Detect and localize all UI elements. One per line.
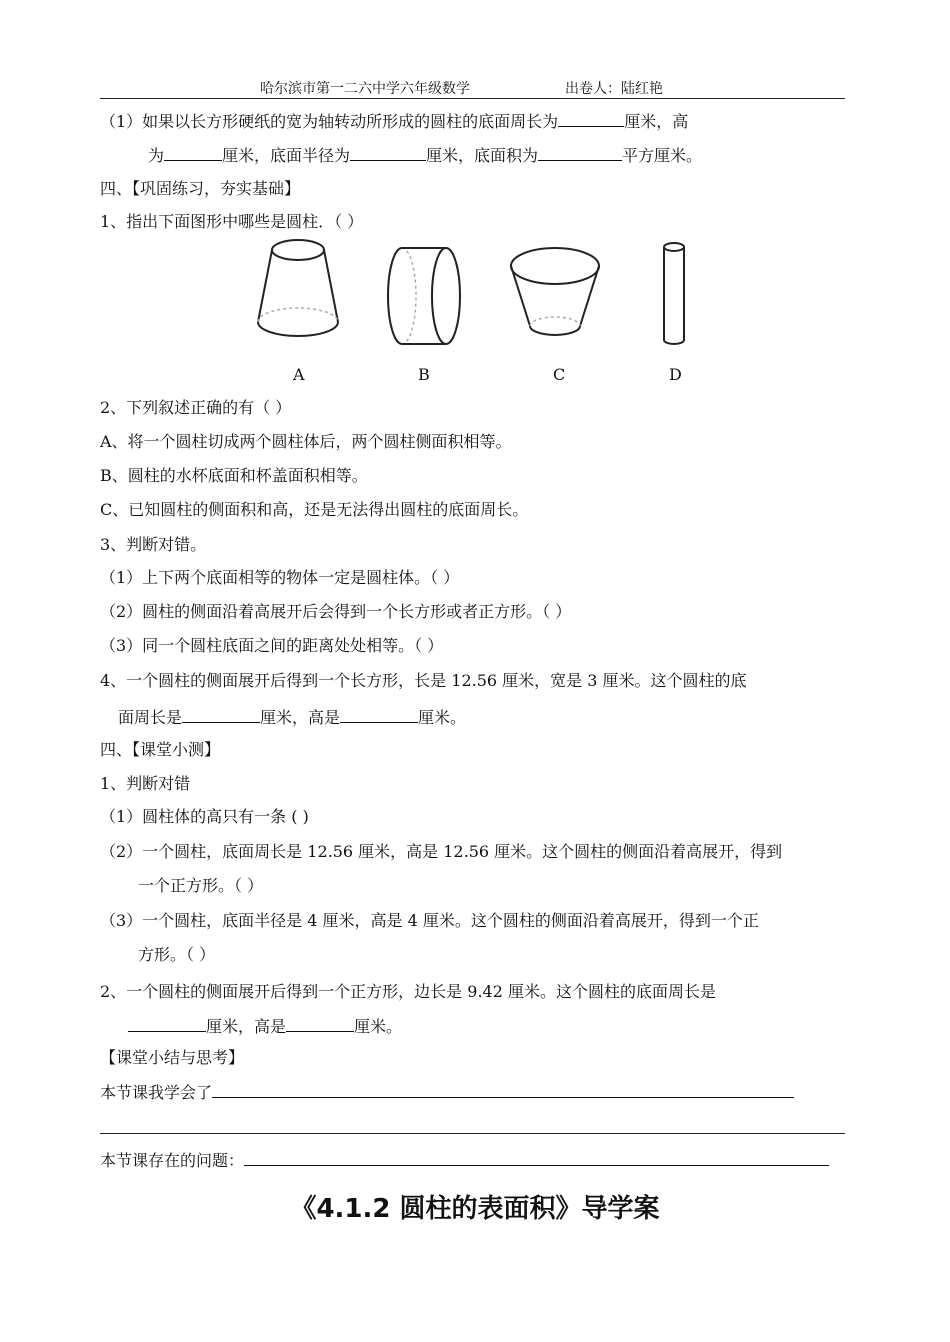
summary-learned-blank[interactable]	[212, 1081, 794, 1098]
quiz-q2-text-a: 厘米，高是	[206, 1017, 287, 1036]
ex2-option-a: A、将一个圆柱切成两个圆柱体后，两个圆柱侧面积相等。	[100, 432, 512, 451]
ex3-item-3: （3）同一个圆柱底面之间的距离处处相等。（ ）	[100, 636, 444, 655]
summary-learned-line	[100, 1081, 794, 1104]
ex4-line1: 4、一个圆柱的侧面展开后得到一个长方形，长是 12.56 厘米，宽是 3 厘米。这个圆柱的底	[100, 671, 747, 690]
ex2-option-b: B、圆柱的水杯底面和杯盖面积相等。	[100, 466, 368, 485]
figure-label-a: A	[293, 365, 305, 384]
q1-line1	[100, 110, 688, 133]
q1-text-b: 厘米，高	[624, 112, 689, 131]
q1-blank-height[interactable]	[164, 144, 222, 161]
quiz-q1: 1、判断对错	[100, 774, 191, 793]
quiz-item-3b: 方形。（ ）	[138, 945, 216, 964]
page-header	[100, 78, 845, 99]
summary-problems-line	[100, 1149, 829, 1172]
quiz-q2-text-b: 厘米。	[354, 1017, 403, 1036]
quiz-item-2b: 一个正方形。（ ）	[138, 876, 264, 895]
quiz-q2-blank-circumference[interactable]	[128, 1015, 206, 1032]
ex4-line2	[118, 706, 466, 729]
q1-text-a: （1）如果以长方形硬纸的宽为轴转动所形成的圆柱的底面周长为	[100, 112, 559, 131]
figure-label-d: D	[669, 365, 682, 384]
ex1-question: 1、指出下面图形中哪些是圆柱．（ ）	[100, 212, 364, 231]
ex3-item-1: （1）上下两个底面相等的物体一定是圆柱体。（ ）	[100, 568, 460, 587]
summary-heading: 【课堂小结与思考】	[100, 1048, 245, 1067]
next-section-title: 《4.1.2 圆柱的表面积》导学案	[290, 1194, 660, 1224]
q1-line2	[148, 144, 702, 167]
shapes-figure	[250, 238, 710, 358]
figure-b-cylinder-sideways	[388, 248, 460, 344]
q1-blank-radius[interactable]	[350, 144, 426, 161]
q1-text-e: 厘米，底面积为	[426, 146, 539, 165]
summary-problems-blank[interactable]	[244, 1149, 829, 1166]
header-school: 哈尔滨市第一二六中学六年级数学	[260, 81, 470, 97]
figure-label-c: C	[553, 365, 566, 384]
quiz-q2-blank-height[interactable]	[286, 1015, 354, 1032]
ex4-text-c: 厘米。	[418, 708, 467, 727]
q1-text-c: 为	[148, 146, 165, 165]
ex3-question: 3、判断对错。	[100, 535, 207, 554]
q1-blank-circumference[interactable]	[558, 110, 624, 127]
figure-a-frustum	[258, 240, 338, 336]
ex4-blank-height[interactable]	[340, 706, 418, 723]
quiz-item-3a: （3）一个圆柱，底面半径是 4 厘米，高是 4 厘米。这个圆柱的侧面沿着高展开，得到一个正	[100, 911, 759, 930]
ex4-text-a: 面周长是	[118, 708, 183, 727]
quiz-item-2a: （2）一个圆柱，底面周长是 12.56 厘米，高是 12.56 厘米。这个圆柱的侧面沿着高展开，得到	[100, 842, 783, 861]
q1-text-d: 厘米，底面半径为	[222, 146, 351, 165]
section4-heading: 四、【巩固练习，夯实基础】	[100, 179, 301, 198]
quiz-q2-line1: 2、一个圆柱的侧面展开后得到一个正方形，边长是 9.42 厘米。这个圆柱的底面周长是	[100, 982, 716, 1001]
summary-problems-label: 本节课存在的问题：	[100, 1151, 245, 1170]
summary-extra-line[interactable]	[100, 1133, 845, 1134]
figure-label-b: B	[418, 365, 430, 384]
ex2-question: 2、下列叙述正确的有（ ）	[100, 398, 292, 417]
ex2-option-c: C、已知圆柱的侧面积和高，还是无法得出圆柱的底面周长。	[100, 500, 529, 519]
ex4-text-b: 厘米，高是	[260, 708, 341, 727]
summary-learned-label: 本节课我学会了	[100, 1083, 213, 1102]
ex3-item-2: （2）圆柱的侧面沿着高展开后会得到一个长方形或者正方形。（ ）	[100, 602, 572, 621]
q1-blank-area[interactable]	[538, 144, 622, 161]
quiz-q2-line2	[128, 1015, 402, 1038]
quiz-heading: 四、【课堂小测】	[100, 740, 221, 759]
header-author: 出卷人：陆红艳	[565, 81, 663, 97]
quiz-item-1: （1）圆柱体的高只有一条 ( )	[100, 807, 309, 826]
q1-text-f: 平方厘米。	[622, 146, 703, 165]
figure-d-tall-cylinder	[664, 243, 684, 344]
ex4-blank-circumference[interactable]	[182, 706, 260, 723]
figure-c-cup	[511, 248, 599, 335]
